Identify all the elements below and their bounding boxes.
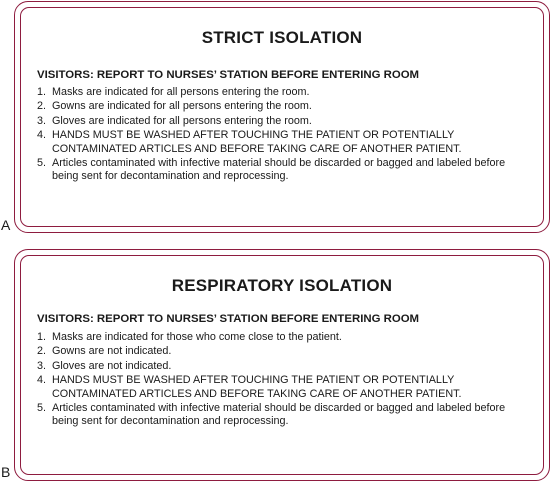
list-item [37, 100, 533, 113]
item-text: Gowns are not indicated. [52, 345, 172, 358]
list-item [37, 129, 533, 156]
respiratory-isolation-title: RESPIRATORY ISOLATION [171, 276, 393, 295]
item-text: Articles contaminated with infective material should be discarded or bagged and labeled before being sent for decontamination and reprocessing. [52, 402, 506, 428]
strict-isolation-instructions [37, 86, 533, 185]
item-number: 1. [37, 331, 47, 343]
item-number: 3. [37, 114, 47, 127]
strict-isolation-sign [14, 1, 550, 233]
item-number: 2. [37, 100, 47, 113]
item-text: Masks are indicated for all persons entering the room. [52, 86, 310, 98]
item-number: 4. [37, 129, 47, 142]
respiratory-isolation-visitor-notice: VISITORS: REPORT TO NURSES’ STATION BEFORE ENTERING ROOM [37, 313, 420, 325]
item-number: 1. [37, 86, 47, 98]
list-item [37, 86, 533, 99]
strict-isolation-title: STRICT ISOLATION [201, 28, 363, 47]
list-item [37, 345, 533, 358]
item-text: Gloves are indicated for all persons entering the room. [52, 114, 312, 127]
item-number: 5. [37, 402, 47, 415]
item-text: Masks are indicated for those who come close to the patient. [52, 331, 342, 343]
item-number: 3. [37, 359, 47, 372]
item-text: Gloves are not indicated. [52, 359, 172, 372]
respiratory-isolation-sign [14, 249, 550, 481]
item-number: 5. [37, 157, 47, 170]
item-number: 4. [37, 374, 47, 387]
panel-label-a: A [1, 217, 11, 233]
list-item [37, 374, 533, 401]
list-item [37, 360, 533, 373]
strict-isolation-visitor-notice: VISITORS: REPORT TO NURSES’ STATION BEFORE ENTERING ROOM [37, 69, 420, 81]
list-item [37, 157, 533, 184]
respiratory-isolation-instructions [37, 331, 533, 430]
item-text: Gowns are indicated for all persons entering the room. [52, 100, 312, 113]
item-text: HANDS MUST BE WASHED AFTER TOUCHING THE PATIENT OR POTENTIALLY CONTAMINATED ARTICLES AND BEFORE TAKING CARE OF ANOTHER PATIENT. [52, 129, 462, 155]
item-text: HANDS MUST BE WASHED AFTER TOUCHING THE PATIENT OR POTENTIALLY CONTAMINATED ARTICLES AND BEFORE TAKING CARE OF ANOTHER PATIENT. [52, 374, 462, 400]
item-number: 2. [37, 345, 47, 358]
panel-label-b: B [1, 464, 11, 480]
item-text: Articles contaminated with infective material should be discarded or bagged and labeled before being sent for decontamination and reprocessing. [52, 157, 506, 183]
list-item [37, 402, 533, 429]
respiratory-isolation-sign-inner-border [20, 255, 544, 475]
list-item [37, 331, 533, 344]
strict-isolation-sign-inner-border [20, 7, 544, 227]
list-item [37, 115, 533, 128]
